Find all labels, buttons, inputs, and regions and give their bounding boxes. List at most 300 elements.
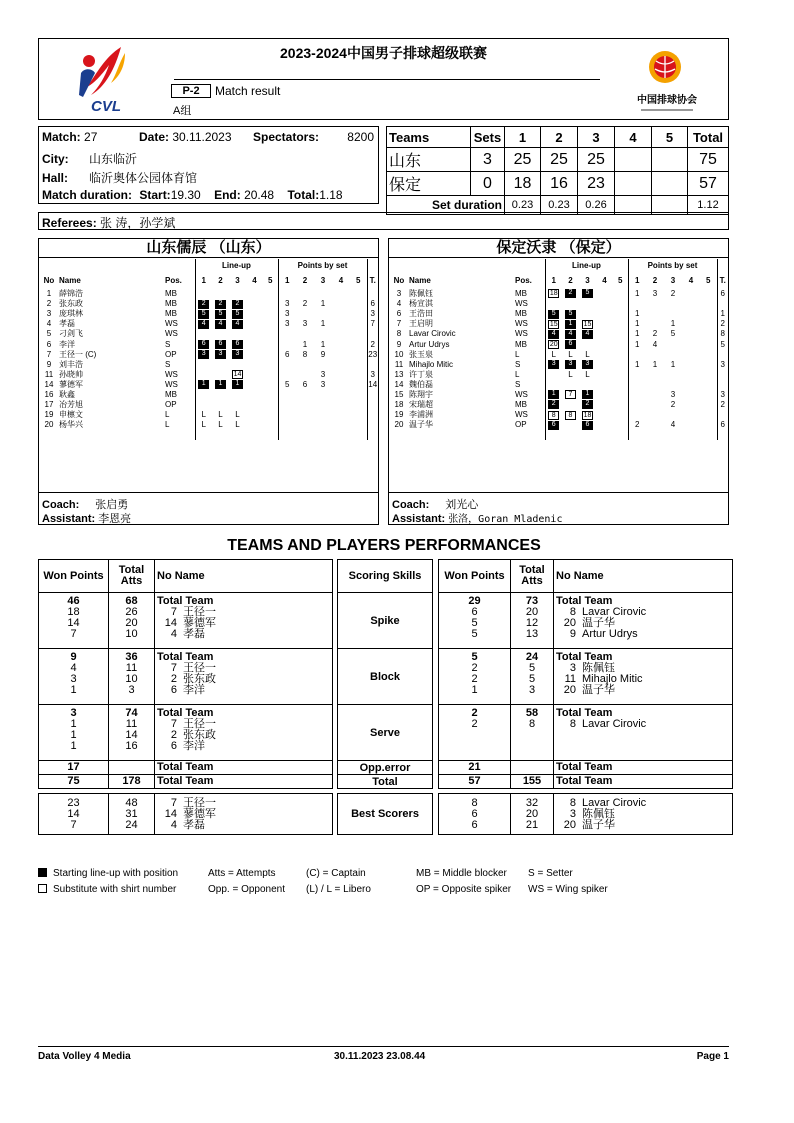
won-points-cell bbox=[439, 593, 511, 649]
player-number: 20 bbox=[563, 684, 576, 696]
player-name: Artur Udrys bbox=[409, 339, 450, 349]
filler-cell bbox=[562, 430, 579, 440]
points-cell bbox=[664, 350, 682, 360]
points-cell bbox=[350, 329, 367, 339]
performer-row bbox=[556, 629, 730, 640]
points-cell: 2 bbox=[302, 299, 308, 309]
assistant-name: 张洛，Goran Mladenic bbox=[448, 514, 563, 525]
points-cell bbox=[646, 319, 664, 329]
player-attempts: 11 bbox=[125, 662, 138, 674]
points-cell bbox=[628, 299, 646, 309]
points-cell bbox=[646, 420, 664, 430]
roster-filler bbox=[389, 430, 728, 440]
lineup-cell bbox=[212, 360, 229, 370]
lineup-cell bbox=[229, 370, 246, 380]
player-total: 2 bbox=[717, 319, 728, 329]
team-b-roster bbox=[388, 238, 729, 525]
player-attempts: 31 bbox=[125, 807, 138, 820]
set-score: 23 bbox=[578, 172, 615, 196]
player-name: 李洋 bbox=[59, 339, 75, 349]
lineup-cell: L bbox=[218, 410, 223, 420]
player-number: 6 bbox=[46, 339, 52, 349]
filler-cell bbox=[278, 430, 296, 440]
lineup-cell bbox=[613, 350, 628, 360]
player-name-cell bbox=[554, 705, 733, 761]
points-cell bbox=[700, 350, 717, 360]
team-a-performance bbox=[38, 559, 333, 835]
team-attempts: 36 bbox=[125, 651, 138, 663]
team-total-label: Total Team bbox=[554, 761, 733, 775]
points-cell bbox=[278, 390, 296, 400]
player-name: 温子华 bbox=[582, 684, 615, 696]
lineup-cell bbox=[579, 400, 596, 410]
sets-won: 0 bbox=[471, 172, 505, 196]
player-row bbox=[39, 339, 378, 349]
points-cell: 1 bbox=[302, 339, 308, 349]
starting-position-marker: 2 bbox=[198, 300, 209, 309]
set-score bbox=[615, 148, 652, 172]
points-cell bbox=[700, 420, 717, 430]
lineup-cell bbox=[545, 370, 562, 380]
roster-group-header bbox=[389, 259, 728, 273]
points-cell bbox=[682, 339, 700, 349]
player-name: 孝磊 bbox=[183, 628, 205, 640]
player-name: 温子华 bbox=[582, 617, 615, 629]
player-position: S bbox=[515, 359, 521, 369]
player-row bbox=[39, 380, 378, 390]
filler-cell bbox=[263, 430, 278, 440]
sets-header-row bbox=[387, 127, 729, 148]
serve-block bbox=[39, 705, 333, 761]
starting-position-marker: 3 bbox=[232, 350, 243, 359]
player-name: 刁剑飞 bbox=[59, 329, 83, 339]
player-total: 6 bbox=[717, 420, 728, 430]
player-number: 16 bbox=[44, 389, 54, 399]
col-pos: Pos. bbox=[165, 276, 182, 285]
points-cell: 1 bbox=[628, 360, 646, 370]
lineup-cell bbox=[613, 319, 628, 329]
points-cell: 8 bbox=[302, 349, 308, 359]
lineup-cell bbox=[212, 350, 229, 360]
total-points: 75 bbox=[688, 148, 729, 172]
team-name: 保定 bbox=[387, 172, 471, 196]
legend-captain: (C) = Captain bbox=[306, 868, 366, 879]
skill-row bbox=[338, 761, 433, 775]
skills-header: Scoring Skills bbox=[338, 560, 433, 593]
starting-position-marker: 1 bbox=[565, 320, 576, 329]
svg-text:CVL: CVL bbox=[91, 98, 121, 115]
total-row bbox=[439, 775, 733, 789]
player-position: L bbox=[165, 420, 170, 430]
filler-cell bbox=[596, 430, 613, 440]
player-number: 2 bbox=[46, 299, 52, 309]
lineup-cell bbox=[545, 390, 562, 400]
col-total: T. bbox=[717, 273, 728, 289]
lineup-cell bbox=[545, 339, 562, 349]
legend-libero: (L) / L = Libero bbox=[306, 884, 371, 895]
opp-error-row bbox=[439, 761, 733, 775]
player-position: L bbox=[515, 369, 520, 379]
points-cell bbox=[700, 339, 717, 349]
player-number: 18 bbox=[394, 400, 404, 410]
points-cell: 2 bbox=[670, 289, 676, 299]
player-number: 3 bbox=[396, 289, 402, 299]
points-cell bbox=[296, 309, 314, 319]
lineup-cell bbox=[246, 339, 263, 349]
player-position: L bbox=[165, 410, 170, 420]
attempts-cell bbox=[511, 761, 554, 775]
player-row bbox=[39, 410, 378, 420]
player-number: 9 bbox=[569, 628, 576, 640]
legend-opp: Opp. = Opponent bbox=[208, 884, 286, 895]
attempts-cell bbox=[109, 705, 155, 761]
filler-cell bbox=[717, 430, 728, 440]
spike-block bbox=[39, 593, 333, 649]
lineup-group-header: Line-up bbox=[545, 259, 628, 273]
player-name: 王径一 bbox=[183, 718, 216, 730]
player-position: MB bbox=[165, 309, 177, 319]
filler-cell bbox=[195, 430, 212, 440]
points-cell bbox=[646, 370, 664, 380]
player-number: 14 bbox=[44, 379, 54, 389]
player-name: 孝磊 bbox=[183, 818, 205, 831]
set-duration: 0.26 bbox=[578, 196, 615, 215]
player-total bbox=[367, 390, 378, 400]
substitute-marker: 18 bbox=[549, 290, 558, 298]
points-cell bbox=[664, 339, 682, 349]
assistant-label: Assistant: bbox=[42, 513, 96, 525]
player-row bbox=[389, 390, 728, 400]
player-row bbox=[39, 420, 378, 430]
points-cell bbox=[278, 400, 296, 410]
set-duration: 0.23 bbox=[541, 196, 578, 215]
starting-position-marker: 4 bbox=[198, 320, 209, 329]
player-number: 3 bbox=[46, 309, 52, 319]
filler-cell bbox=[700, 430, 717, 440]
player-row bbox=[389, 319, 728, 329]
lineup-cell bbox=[579, 390, 596, 400]
player-row bbox=[389, 400, 728, 410]
lineup-cell bbox=[562, 329, 579, 339]
legend-substitute-text: Substitute with shirt number bbox=[53, 884, 177, 895]
points-cell: 1 bbox=[320, 319, 326, 329]
player-won-points: 6 bbox=[471, 606, 478, 618]
player-attempts: 5 bbox=[528, 662, 536, 674]
team-won-points: 46 bbox=[67, 595, 80, 607]
starting-position-marker: 4 bbox=[548, 330, 559, 339]
points-cell bbox=[314, 390, 332, 400]
player-name: Lavar Cirovic bbox=[582, 718, 647, 730]
player-name: 王径一 bbox=[183, 606, 216, 618]
performer-row bbox=[157, 741, 330, 752]
lineup-cell: L bbox=[195, 420, 212, 430]
skill-row bbox=[338, 593, 433, 649]
points-cell bbox=[332, 350, 350, 360]
points-cell: 1 bbox=[628, 289, 646, 299]
lineup-cell bbox=[263, 420, 278, 430]
player-name: 温子华 bbox=[582, 818, 615, 831]
team-attempts: 68 bbox=[125, 595, 138, 607]
team-total-label: Total Team bbox=[556, 651, 613, 663]
footer-timestamp: 30.11.2023 23.08.44 bbox=[334, 1051, 426, 1062]
player-number: 5 bbox=[46, 329, 52, 339]
coach-name: 刘光心 bbox=[445, 499, 479, 511]
player-total: 3 bbox=[717, 390, 728, 400]
lineup-cell bbox=[596, 329, 613, 339]
lineup-cell: L bbox=[235, 420, 240, 430]
lineup-cell bbox=[246, 299, 263, 309]
player-position: S bbox=[165, 359, 171, 369]
lineup-cell bbox=[596, 309, 613, 319]
attempts-cell bbox=[511, 593, 554, 649]
player-attempts: 16 bbox=[125, 740, 138, 752]
lineup-cell bbox=[613, 329, 628, 339]
player-row bbox=[39, 299, 378, 309]
player-won-points: 14 bbox=[67, 807, 80, 820]
lineup-cell bbox=[246, 380, 263, 390]
skill-row bbox=[338, 560, 433, 593]
player-name: Mihajlo Mitic bbox=[409, 359, 454, 369]
player-name: 孙晓帅 bbox=[59, 369, 83, 379]
team-total-label: Total Team bbox=[556, 707, 613, 719]
filler-cell bbox=[515, 430, 545, 440]
lineup-cell bbox=[562, 299, 579, 309]
legend-ws: WS = Wing spiker bbox=[528, 884, 608, 895]
points-cell: 3 bbox=[278, 319, 296, 329]
match-number-row bbox=[42, 130, 97, 144]
team-won-points: 2 bbox=[471, 707, 478, 719]
player-position: MB bbox=[165, 289, 177, 299]
referees-row bbox=[38, 212, 729, 230]
lineup-cell bbox=[212, 319, 229, 329]
points-cell bbox=[350, 420, 367, 430]
team-attempts: 73 bbox=[525, 595, 539, 607]
points-cell bbox=[664, 299, 682, 309]
points-cell bbox=[350, 319, 367, 329]
performer-row bbox=[556, 820, 730, 831]
points-cell: 6 bbox=[278, 350, 296, 360]
starting-position-marker: 3 bbox=[565, 360, 576, 369]
player-attempts: 12 bbox=[525, 617, 539, 629]
lineup-cell bbox=[596, 380, 613, 390]
points-cell: 1 bbox=[628, 339, 646, 349]
starting-position-marker: 6 bbox=[548, 421, 559, 430]
points-cell bbox=[628, 350, 646, 360]
points-cell bbox=[664, 309, 682, 319]
player-total: 8 bbox=[717, 329, 728, 339]
team-a-coaches bbox=[39, 492, 378, 525]
points-cell bbox=[350, 400, 367, 410]
points-cell bbox=[278, 420, 296, 430]
starting-position-marker: 2 bbox=[215, 300, 226, 309]
points-cell bbox=[682, 299, 700, 309]
won-points-cell bbox=[39, 794, 109, 835]
points-cell bbox=[350, 370, 367, 380]
player-attempts: 3 bbox=[128, 684, 135, 696]
points-cell bbox=[664, 410, 682, 420]
points-cell bbox=[682, 309, 700, 319]
points-group-header: Points by set bbox=[278, 259, 367, 273]
col-points-set: 3 bbox=[320, 276, 326, 285]
filler-cell bbox=[212, 430, 229, 440]
lineup-cell bbox=[263, 390, 278, 400]
lineup-cell bbox=[195, 370, 212, 380]
player-number: 13 bbox=[394, 369, 404, 379]
player-number: 15 bbox=[394, 389, 404, 399]
points-cell: 3 bbox=[670, 389, 676, 399]
points-cell bbox=[628, 380, 646, 390]
player-name: 耿鑫 bbox=[59, 389, 75, 399]
player-number: 7 bbox=[396, 319, 402, 329]
starting-position-marker: 4 bbox=[215, 320, 226, 329]
points-cell bbox=[682, 360, 700, 370]
set-score: 25 bbox=[505, 148, 541, 172]
col-points-set: 4 bbox=[688, 276, 694, 285]
player-position: S bbox=[165, 339, 171, 349]
player-number: 3 bbox=[569, 662, 576, 674]
filler-cell bbox=[682, 430, 700, 440]
player-number: 11 bbox=[44, 369, 54, 379]
player-name: 陈佩钰 bbox=[409, 289, 433, 299]
player-total bbox=[717, 370, 728, 380]
points-cell bbox=[296, 400, 314, 410]
points-cell bbox=[314, 329, 332, 339]
scoring-skills-body bbox=[338, 560, 433, 835]
block-block bbox=[39, 649, 333, 705]
player-name: Mihajlo Mitic bbox=[582, 673, 643, 685]
points-cell bbox=[296, 410, 314, 420]
won-points-cell: 75 bbox=[39, 775, 109, 789]
duration-row bbox=[42, 188, 343, 202]
points-cell bbox=[682, 370, 700, 380]
scoring-skills bbox=[337, 559, 433, 835]
player-name: 申檩文 bbox=[59, 410, 83, 420]
player-number: 19 bbox=[394, 410, 404, 420]
total-row bbox=[39, 775, 333, 789]
player-won-points: 7 bbox=[70, 818, 77, 831]
spacer-cell bbox=[39, 259, 195, 273]
lineup-cell bbox=[545, 309, 562, 319]
svg-text:中国排球协会: 中国排球协会 bbox=[637, 95, 697, 106]
lineup-cell bbox=[596, 420, 613, 430]
player-position: OP bbox=[515, 420, 527, 430]
player-row bbox=[389, 339, 728, 349]
player-name: 宋瑞超 bbox=[409, 400, 433, 410]
lineup-cell bbox=[562, 410, 579, 420]
player-won-points: 1 bbox=[471, 684, 478, 696]
col-points-set: 1 bbox=[278, 273, 296, 289]
set-score bbox=[615, 172, 652, 196]
player-name: 张东政 bbox=[183, 729, 216, 741]
player-name-cell bbox=[155, 794, 333, 835]
points-cell bbox=[350, 289, 367, 299]
performer-row bbox=[157, 685, 330, 696]
filled-square-icon bbox=[38, 868, 47, 877]
start-label: Start: bbox=[139, 188, 171, 202]
points-cell bbox=[700, 370, 717, 380]
lineup-cell bbox=[195, 390, 212, 400]
set-score: 25 bbox=[578, 148, 615, 172]
points-cell bbox=[332, 339, 350, 349]
player-won-points: 5 bbox=[471, 617, 478, 629]
team-total-label: Total Team bbox=[556, 595, 613, 607]
points-cell bbox=[350, 350, 367, 360]
performance-title: TEAMS AND PLAYERS PERFORMANCES bbox=[227, 537, 541, 554]
player-number: 7 bbox=[170, 718, 177, 730]
player-won-points: 18 bbox=[67, 606, 80, 618]
end-label: End: bbox=[214, 188, 241, 202]
won-points-cell bbox=[39, 649, 109, 705]
lineup-cell bbox=[229, 380, 246, 390]
report-title: 2023-2024中国男子排球超级联赛 bbox=[280, 45, 487, 61]
starting-position-marker: 4 bbox=[232, 320, 243, 329]
best-scorers-block bbox=[39, 794, 333, 835]
player-name: 张玉泉 bbox=[409, 349, 433, 359]
lineup-cell bbox=[562, 420, 579, 430]
player-won-points: 6 bbox=[471, 818, 478, 831]
player-number: 17 bbox=[44, 400, 54, 410]
attempts-cell bbox=[511, 649, 554, 705]
starting-position-marker: 1 bbox=[548, 390, 559, 399]
player-position: WS bbox=[165, 329, 178, 339]
player-position: WS bbox=[515, 329, 528, 339]
substitute-marker: 15 bbox=[583, 320, 592, 328]
player-position: WS bbox=[515, 389, 528, 399]
team-attempts: 24 bbox=[525, 651, 539, 663]
points-cell bbox=[314, 420, 332, 430]
lineup-cell bbox=[579, 319, 596, 329]
player-number: 8 bbox=[569, 718, 576, 730]
starting-position-marker: 1 bbox=[232, 380, 243, 389]
col-pos: Pos. bbox=[515, 276, 532, 285]
starting-position-marker: 5 bbox=[198, 310, 209, 319]
lineup-cell: L bbox=[545, 350, 562, 360]
lineup-cell bbox=[596, 400, 613, 410]
won-points-cell: 57 bbox=[439, 775, 511, 789]
cva-logo bbox=[635, 47, 699, 117]
player-won-points: 2 bbox=[471, 662, 478, 674]
performer-row bbox=[157, 629, 330, 640]
group-label: A组 bbox=[173, 105, 192, 117]
total-points: 57 bbox=[688, 172, 729, 196]
lineup-cell bbox=[562, 360, 579, 370]
player-won-points: 14 bbox=[67, 617, 80, 629]
player-total bbox=[367, 410, 378, 420]
player-won-points: 4 bbox=[70, 662, 77, 674]
lineup-cell bbox=[613, 380, 628, 390]
spike-block bbox=[439, 593, 733, 649]
col-lineup-set: 5 bbox=[268, 276, 273, 285]
lineup-cell bbox=[562, 400, 579, 410]
lineup-cell bbox=[229, 309, 246, 319]
points-cell bbox=[646, 400, 664, 410]
sets-row-home bbox=[387, 148, 729, 172]
player-name: 庞琪林 bbox=[59, 309, 83, 319]
filler-cell bbox=[165, 430, 195, 440]
player-total bbox=[717, 299, 728, 309]
lineup-cell bbox=[596, 360, 613, 370]
lineup-cell bbox=[596, 410, 613, 420]
lineup-cell bbox=[545, 400, 562, 410]
attempts-cell bbox=[109, 794, 155, 835]
report-header bbox=[38, 38, 729, 120]
points-cell bbox=[278, 360, 296, 370]
team-total-label: Total Team bbox=[157, 595, 214, 607]
lineup-cell: L bbox=[568, 349, 573, 359]
no-name-header: No Name bbox=[155, 560, 333, 593]
sets-table bbox=[386, 126, 729, 215]
filler-cell bbox=[59, 430, 165, 440]
